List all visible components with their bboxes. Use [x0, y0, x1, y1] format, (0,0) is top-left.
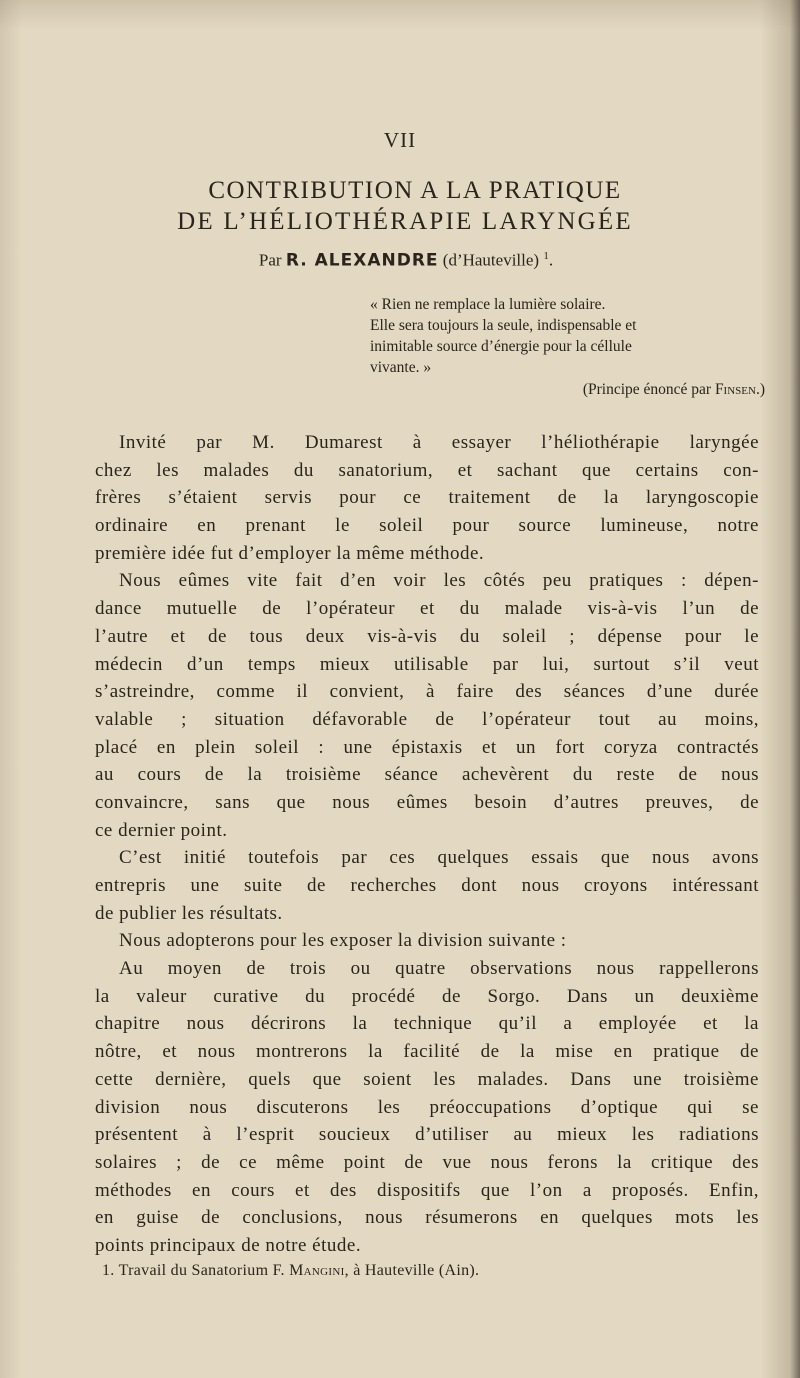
body-line: la valeur curative du procédé de Sorgo. Dans un deuxième: [95, 985, 759, 1007]
body-line: Invité par M. Dumarest à essayer l’héliothérapie laryngée: [119, 432, 759, 453]
body-line: frères s’étaient servis pour ce traitement de la laryngoscopie: [95, 487, 759, 509]
body-line: cette dernière, quels que soient les malades. Dans une troisième: [95, 1068, 759, 1090]
author-affiliation: (d’Hauteville): [442, 250, 540, 270]
body-line: Au moyen de trois ou quatre observations nous rappellerons: [119, 958, 759, 980]
epigraph-attribution: [370, 379, 765, 400]
attribution-prefix: (Principe énoncé par: [582, 381, 712, 398]
body-line: entrepris une suite de recherches dont nous croyons intéressant: [95, 875, 759, 896]
body-line: Nous eûmes vite fait d’en voir les côtés peu pratiques : dépen-: [119, 570, 759, 592]
body-line: Nous adopterons pour les exposer la division suivante :: [119, 930, 567, 952]
body-line: présentent à l’esprit soucieux d’utiliser au mieux les radiations: [95, 1124, 759, 1146]
body-line: médecin d’un temps mieux utilisable par lui, surtout s’il veut: [95, 653, 759, 675]
author-name: R. ALEXANDRE: [285, 250, 439, 271]
body-line: de publier les résultats.: [95, 902, 283, 924]
body-line: au cours de la troisième séance achevèrent du reste de nous: [95, 764, 759, 786]
footnote-text-suffix: , à Hauteville (Ain).: [344, 1262, 480, 1279]
footnote: [102, 1262, 479, 1280]
footnote-reference: 1: [543, 250, 549, 262]
footnote-name: Mangini: [289, 1262, 345, 1279]
body-line: en guise de conclusions, nous résumerons en quelques mots les: [95, 1207, 759, 1229]
epigraph-line: « Rien ne remplace la lumière solaire.: [370, 296, 606, 313]
body-line: points principaux de notre étude.: [95, 1234, 362, 1256]
chapter-number: VII: [383, 128, 417, 152]
body-line: valable ; situation défavorable de l’opérateur tout au moins,: [95, 708, 759, 730]
body-line: division nous discuterons les préoccupations d’optique qui se: [95, 1096, 759, 1118]
footnote-text-prefix: Travail du Sanatorium F.: [118, 1262, 285, 1279]
byline: [0, 250, 800, 271]
body-line: ordinaire en prenant le soleil pour source lumineuse, notre: [95, 515, 759, 537]
body-line: chapitre nous décrirons la technique qu’il a employée et la: [95, 1013, 759, 1035]
body-text: [95, 429, 759, 1260]
body-line: convaincre, sans que nous eûmes besoin d’autres preuves, de: [95, 791, 759, 813]
body-line: placé en plein soleil : une épistaxis et un fort coryza contractés: [95, 736, 759, 758]
body-line: première idée fut d’employer la même méthode.: [95, 542, 485, 564]
body-line: solaires ; de ce même point de vue nous ferons la critique des: [95, 1151, 759, 1173]
body-line: ce dernier point.: [95, 819, 228, 841]
epigraph-line: Elle sera toujours la seule, indispensable et: [370, 317, 637, 334]
epigraph-line: inimitable source d’énergie pour la céllule: [370, 338, 632, 355]
epigraph-line: vivante. »: [370, 359, 432, 376]
byline-suffix: .: [548, 250, 554, 270]
body-line: C’est initié toutefois par ces quelques essais que nous avons: [119, 847, 759, 869]
body-line: l’autre et de tous deux vis-à-vis du soleil ; dépense pour le: [95, 625, 759, 647]
title-line-1: CONTRIBUTION A LA PRATIQUE: [208, 177, 622, 204]
byline-prefix: Par: [258, 250, 282, 270]
body-line: méthodes en cours et des dispositifs que l’on a proposés. Enfin,: [95, 1179, 759, 1201]
body-line: dance mutuelle de l’opérateur et du malade vis-à-vis l’un de: [95, 598, 759, 620]
body-line: chez les malades du sanatorium, et sachant que certains con-: [95, 459, 759, 481]
title-line-2: DE L’HÉLIOTHÉRAPIE LARYNGÉE: [177, 208, 633, 235]
body-line: s’astreindre, comme il convient, à faire des séances d’une durée: [95, 681, 759, 703]
epigraph: [370, 294, 765, 400]
body-line: nôtre, et nous montrerons la facilité de la mise en pratique de: [95, 1041, 759, 1063]
attribution-suffix: .): [755, 381, 765, 398]
attribution-name: Finsen: [714, 381, 756, 398]
footnote-number: 1.: [102, 1262, 115, 1279]
